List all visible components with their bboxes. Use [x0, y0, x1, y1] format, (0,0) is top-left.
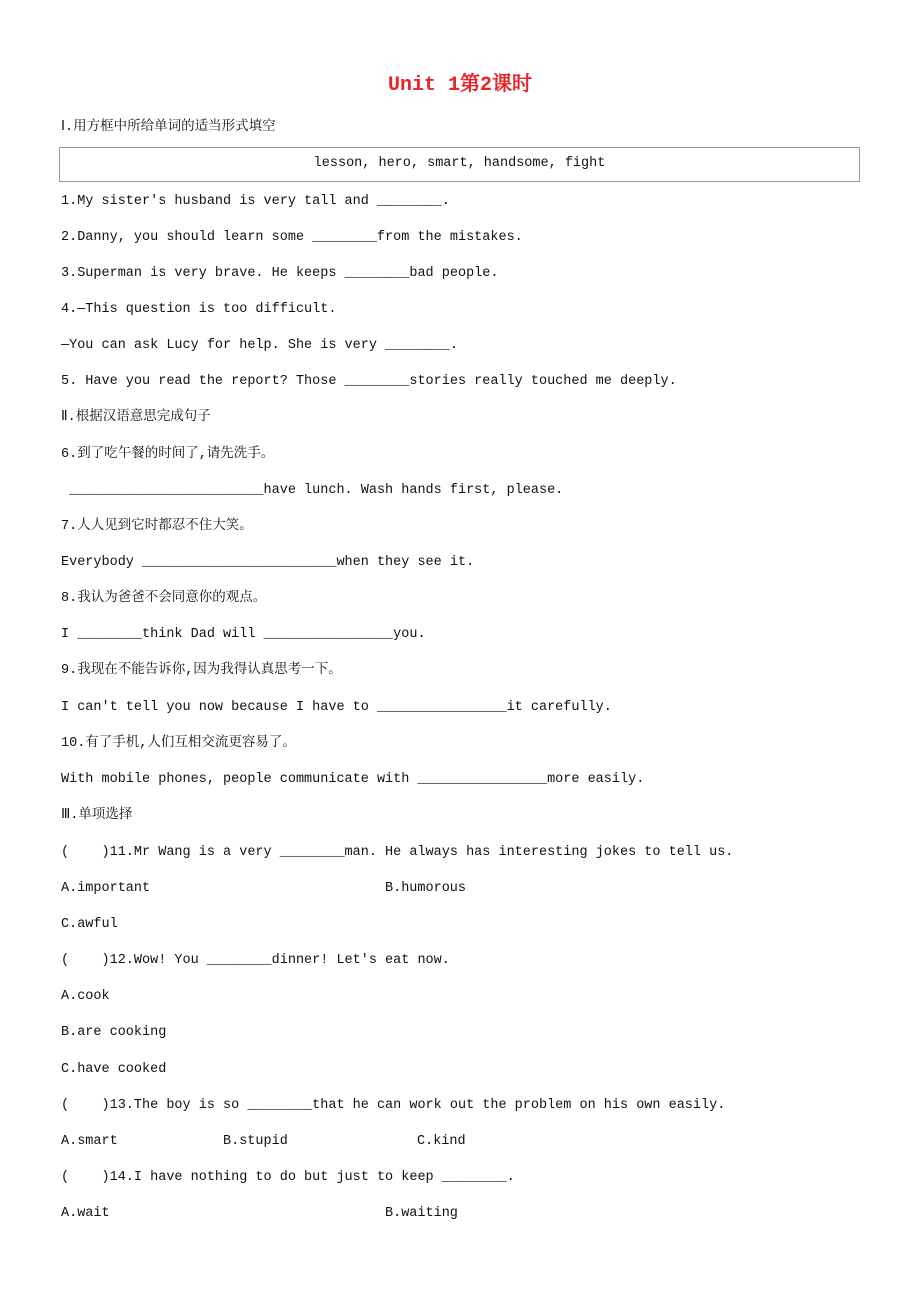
option-b: B.humorous	[385, 881, 467, 896]
answer-line: I can't tell you now because I have to ________________it carefully.	[61, 700, 612, 715]
option-a: A.wait	[61, 1206, 110, 1221]
question-14-stem: ( )14.I have nothing to do but just to keep ________.	[61, 1170, 515, 1185]
word-box-text: lesson, hero, smart, handsome, fight	[313, 156, 606, 171]
option-a: A.important	[61, 881, 151, 896]
question-line: 1.My sister's husband is very tall and ________.	[61, 194, 450, 209]
answer-line: With mobile phones, people communicate with ________________more easily.	[61, 772, 645, 787]
question-line: 3.Superman is very brave. He keeps ________bad people.	[61, 266, 499, 281]
answer-line: ________________________have lunch. Wash hands first, please.	[61, 483, 564, 498]
question-line: 8.我认为爸爸不会同意你的观点。	[61, 591, 267, 606]
option-b: B.stupid	[223, 1134, 288, 1149]
answer-line: I ________think Dad will ________________you.	[61, 627, 426, 642]
option-a: A.smart	[61, 1134, 118, 1149]
option-c: C.awful	[61, 917, 118, 932]
option-c: C.kind	[417, 1134, 466, 1149]
option-b: B.waiting	[385, 1206, 458, 1221]
question-11-stem: ( )11.Mr Wang is a very ________man. He always has interesting jokes to tell us.	[61, 845, 734, 860]
section-1-heading: Ⅰ.用方框中所给单词的适当形式填空	[61, 120, 276, 135]
page-title: Unit 1第2课时	[387, 74, 532, 97]
question-line: 6.到了吃午餐的时间了,请先洗手。	[61, 447, 275, 462]
option-b: B.are cooking	[61, 1025, 167, 1040]
question-line: —You can ask Lucy for help. She is very ________.	[61, 338, 458, 353]
option-c: C.have cooked	[61, 1062, 167, 1077]
question-line: 5. Have you read the report? Those ________stories really touched me deeply.	[61, 374, 677, 389]
section-3-heading: Ⅲ.单项选择	[61, 808, 133, 823]
answer-line: Everybody ________________________when they see it.	[61, 555, 475, 570]
question-line: 10.有了手机,人们互相交流更容易了。	[61, 736, 296, 751]
question-line: 4.—This question is too difficult.	[61, 302, 337, 317]
question-line: 2.Danny, you should learn some ________from the mistakes.	[61, 230, 523, 245]
question-13-stem: ( )13.The boy is so ________that he can work out the problem on his own easily.	[61, 1098, 726, 1113]
question-line: 7.人人见到它时都忍不住大笑。	[61, 519, 253, 534]
question-12-stem: ( )12.Wow! You ________dinner! Let's eat now.	[61, 953, 450, 968]
section-2-heading: Ⅱ.根据汉语意思完成句子	[61, 410, 211, 425]
question-line: 9.我现在不能告诉你,因为我得认真思考一下。	[61, 663, 342, 678]
option-a: A.cook	[61, 989, 110, 1004]
word-box	[59, 147, 860, 182]
